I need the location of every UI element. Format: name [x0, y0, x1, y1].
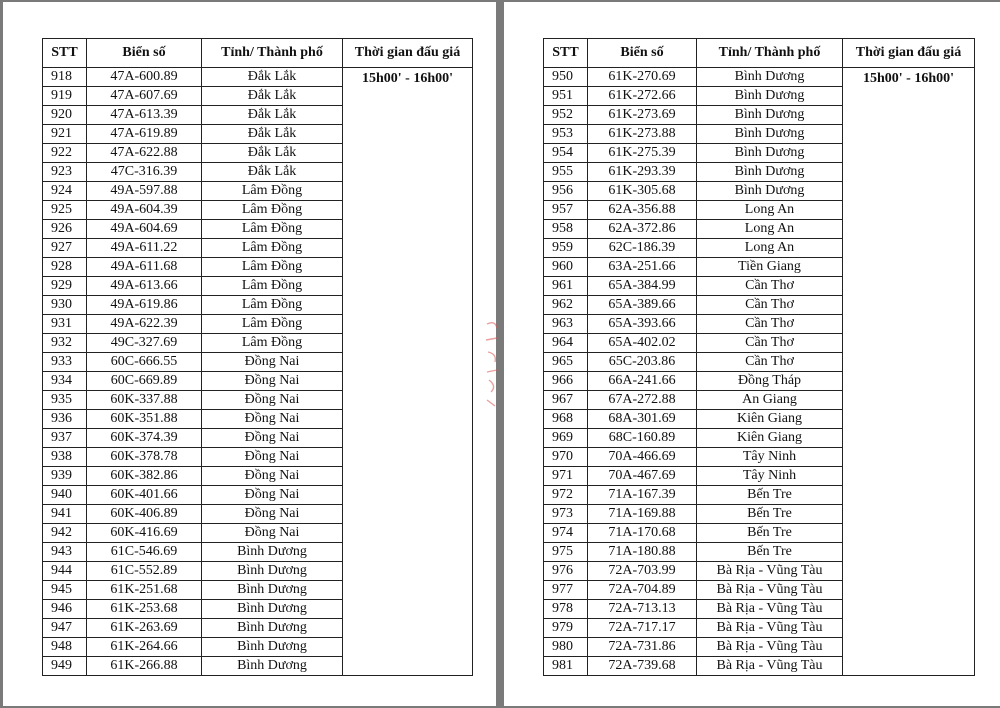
- table-row: [544, 68, 975, 87]
- cell-province: Bình Dương: [202, 543, 343, 562]
- cell-stt: 976: [544, 562, 588, 581]
- cell-province: Bà Rịa - Vũng Tàu: [697, 600, 843, 619]
- cell-province: Bình Dương: [697, 182, 843, 201]
- cell-province: Tây Ninh: [697, 448, 843, 467]
- cell-plate: 49A-613.66: [87, 277, 202, 296]
- cell-plate: 60K-401.66: [87, 486, 202, 505]
- cell-plate: 72A-703.99: [588, 562, 697, 581]
- cell-plate: 49A-597.88: [87, 182, 202, 201]
- cell-stt: 938: [43, 448, 87, 467]
- cell-plate: 61K-251.68: [87, 581, 202, 600]
- header-time: Thời gian đấu giá: [343, 39, 473, 68]
- cell-plate: 61C-552.89: [87, 562, 202, 581]
- table-header-row: [544, 39, 975, 68]
- cell-province: Bình Dương: [697, 163, 843, 182]
- cell-province: Bình Dương: [697, 106, 843, 125]
- cell-stt: 940: [43, 486, 87, 505]
- cell-plate: 61K-275.39: [588, 144, 697, 163]
- cell-plate: 47A-613.39: [87, 106, 202, 125]
- cell-province: Lâm Đồng: [202, 258, 343, 277]
- cell-province: Bà Rịa - Vũng Tàu: [697, 657, 843, 676]
- document-page-left: [3, 2, 496, 706]
- cell-stt: 919: [43, 87, 87, 106]
- cell-plate: 61K-263.69: [87, 619, 202, 638]
- cell-stt: 973: [544, 505, 588, 524]
- cell-plate: 60K-351.88: [87, 410, 202, 429]
- header-plate: Biển số: [87, 39, 202, 68]
- table-body-right: [544, 68, 975, 676]
- table-header-row: [43, 39, 473, 68]
- cell-stt: 933: [43, 353, 87, 372]
- cell-province: Bến Tre: [697, 505, 843, 524]
- cell-stt: 941: [43, 505, 87, 524]
- cell-province: Bình Dương: [697, 144, 843, 163]
- cell-province: Đồng Nai: [202, 410, 343, 429]
- cell-province: Lâm Đồng: [202, 201, 343, 220]
- cell-province: Bà Rịa - Vũng Tàu: [697, 619, 843, 638]
- cell-province: Lâm Đồng: [202, 182, 343, 201]
- cell-stt: 926: [43, 220, 87, 239]
- cell-stt: 966: [544, 372, 588, 391]
- cell-plate: 49A-611.68: [87, 258, 202, 277]
- cell-province: Đồng Nai: [202, 467, 343, 486]
- cell-plate: 47A-619.89: [87, 125, 202, 144]
- header-plate: Biển số: [588, 39, 697, 68]
- cell-province: Bà Rịa - Vũng Tàu: [697, 581, 843, 600]
- cell-plate: 61K-253.68: [87, 600, 202, 619]
- cell-plate: 49A-611.22: [87, 239, 202, 258]
- cell-province: Bình Dương: [697, 87, 843, 106]
- cell-stt: 975: [544, 543, 588, 562]
- table-body-left: [43, 68, 473, 676]
- cell-plate: 65A-384.99: [588, 277, 697, 296]
- table-row: [43, 68, 473, 87]
- cell-plate: 65A-389.66: [588, 296, 697, 315]
- cell-province: Bình Dương: [202, 581, 343, 600]
- cell-stt: 977: [544, 581, 588, 600]
- cell-stt: 928: [43, 258, 87, 277]
- cell-stt: 956: [544, 182, 588, 201]
- cell-stt: 930: [43, 296, 87, 315]
- cell-plate: 47A-600.89: [87, 68, 202, 87]
- cell-province: Lâm Đồng: [202, 277, 343, 296]
- cell-plate: 47A-622.88: [87, 144, 202, 163]
- cell-plate: 49A-604.69: [87, 220, 202, 239]
- cell-plate: 71A-180.88: [588, 543, 697, 562]
- cell-province: Đắk Lắk: [202, 144, 343, 163]
- header-stt: STT: [544, 39, 588, 68]
- cell-stt: 939: [43, 467, 87, 486]
- cell-plate: 67A-272.88: [588, 391, 697, 410]
- cell-plate: 65C-203.86: [588, 353, 697, 372]
- cell-stt: 950: [544, 68, 588, 87]
- cell-province: Lâm Đồng: [202, 239, 343, 258]
- cell-province: Bình Dương: [202, 638, 343, 657]
- cell-stt: 970: [544, 448, 588, 467]
- cell-plate: 71A-167.39: [588, 486, 697, 505]
- cell-plate: 72A-717.17: [588, 619, 697, 638]
- cell-stt: 971: [544, 467, 588, 486]
- cell-province: Bà Rịa - Vũng Tàu: [697, 638, 843, 657]
- cell-stt: 923: [43, 163, 87, 182]
- cell-stt: 968: [544, 410, 588, 429]
- cell-plate: 66A-241.66: [588, 372, 697, 391]
- cell-stt: 962: [544, 296, 588, 315]
- cell-stt: 944: [43, 562, 87, 581]
- cell-stt: 951: [544, 87, 588, 106]
- cell-stt: 932: [43, 334, 87, 353]
- cell-stt: 918: [43, 68, 87, 87]
- cell-province: Đồng Nai: [202, 524, 343, 543]
- cell-province: Đắk Lắk: [202, 68, 343, 87]
- cell-province: Cần Thơ: [697, 315, 843, 334]
- cell-stt: 974: [544, 524, 588, 543]
- cell-plate: 49A-604.39: [87, 201, 202, 220]
- cell-province: Long An: [697, 220, 843, 239]
- cell-province: Cần Thơ: [697, 296, 843, 315]
- cell-plate: 60K-406.89: [87, 505, 202, 524]
- cell-plate: 61C-546.69: [87, 543, 202, 562]
- cell-stt: 981: [544, 657, 588, 676]
- cell-province: Đồng Nai: [202, 448, 343, 467]
- cell-stt: 965: [544, 353, 588, 372]
- cell-province: Kiên Giang: [697, 410, 843, 429]
- cell-province: Đắk Lắk: [202, 87, 343, 106]
- cell-province: Bến Tre: [697, 524, 843, 543]
- cell-plate: 49C-327.69: [87, 334, 202, 353]
- cell-plate: 65A-393.66: [588, 315, 697, 334]
- cell-stt: 954: [544, 144, 588, 163]
- cell-province: Bình Dương: [202, 619, 343, 638]
- cell-stt: 980: [544, 638, 588, 657]
- cell-auction-time: 15h00' - 16h00': [343, 68, 473, 676]
- cell-stt: 921: [43, 125, 87, 144]
- cell-province: Đồng Tháp: [697, 372, 843, 391]
- cell-plate: 60K-382.86: [87, 467, 202, 486]
- cell-plate: 63A-251.66: [588, 258, 697, 277]
- cell-stt: 920: [43, 106, 87, 125]
- cell-plate: 60K-374.39: [87, 429, 202, 448]
- cell-province: Bình Dương: [202, 600, 343, 619]
- cell-province: Long An: [697, 201, 843, 220]
- cell-stt: 937: [43, 429, 87, 448]
- header-province: Tỉnh/ Thành phố: [202, 39, 343, 68]
- cell-province: An Giang: [697, 391, 843, 410]
- cell-stt: 960: [544, 258, 588, 277]
- cell-province: Cần Thơ: [697, 334, 843, 353]
- cell-stt: 978: [544, 600, 588, 619]
- cell-plate: 61K-264.66: [87, 638, 202, 657]
- cell-stt: 955: [544, 163, 588, 182]
- cell-plate: 49A-622.39: [87, 315, 202, 334]
- cell-province: Kiên Giang: [697, 429, 843, 448]
- auction-table-right: [543, 38, 975, 676]
- cell-stt: 964: [544, 334, 588, 353]
- cell-plate: 61K-293.39: [588, 163, 697, 182]
- cell-plate: 47C-316.39: [87, 163, 202, 182]
- cell-stt: 934: [43, 372, 87, 391]
- cell-stt: 958: [544, 220, 588, 239]
- cell-province: Đồng Nai: [202, 429, 343, 448]
- header-stt: STT: [43, 39, 87, 68]
- cell-plate: 49A-619.86: [87, 296, 202, 315]
- red-seal-stamp: [485, 320, 499, 412]
- cell-plate: 47A-607.69: [87, 87, 202, 106]
- cell-plate: 60K-337.88: [87, 391, 202, 410]
- cell-province: Cần Thơ: [697, 277, 843, 296]
- cell-province: Đồng Nai: [202, 372, 343, 391]
- cell-stt: 972: [544, 486, 588, 505]
- cell-plate: 68A-301.69: [588, 410, 697, 429]
- cell-plate: 62A-372.86: [588, 220, 697, 239]
- cell-province: Bình Dương: [697, 125, 843, 144]
- cell-stt: 927: [43, 239, 87, 258]
- cell-province: Bến Tre: [697, 543, 843, 562]
- cell-stt: 961: [544, 277, 588, 296]
- cell-province: Bình Dương: [202, 657, 343, 676]
- auction-table-left: [42, 38, 473, 676]
- cell-province: Bà Rịa - Vũng Tàu: [697, 562, 843, 581]
- cell-province: Lâm Đồng: [202, 315, 343, 334]
- cell-stt: 953: [544, 125, 588, 144]
- cell-province: Đồng Nai: [202, 486, 343, 505]
- cell-province: Đắk Lắk: [202, 163, 343, 182]
- cell-stt: 963: [544, 315, 588, 334]
- cell-stt: 952: [544, 106, 588, 125]
- cell-stt: 924: [43, 182, 87, 201]
- cell-plate: 72A-739.68: [588, 657, 697, 676]
- cell-stt: 979: [544, 619, 588, 638]
- cell-stt: 931: [43, 315, 87, 334]
- cell-stt: 947: [43, 619, 87, 638]
- cell-stt: 967: [544, 391, 588, 410]
- cell-stt: 945: [43, 581, 87, 600]
- cell-plate: 61K-266.88: [87, 657, 202, 676]
- cell-plate: 72A-713.13: [588, 600, 697, 619]
- cell-plate: 60K-378.78: [87, 448, 202, 467]
- cell-stt: 922: [43, 144, 87, 163]
- cell-plate: 60K-416.69: [87, 524, 202, 543]
- cell-province: Đồng Nai: [202, 353, 343, 372]
- cell-plate: 61K-270.69: [588, 68, 697, 87]
- cell-plate: 60C-669.89: [87, 372, 202, 391]
- cell-stt: 942: [43, 524, 87, 543]
- cell-province: Bình Dương: [202, 562, 343, 581]
- cell-plate: 68C-160.89: [588, 429, 697, 448]
- cell-stt: 929: [43, 277, 87, 296]
- cell-province: Lâm Đồng: [202, 334, 343, 353]
- cell-province: Long An: [697, 239, 843, 258]
- cell-plate: 60C-666.55: [87, 353, 202, 372]
- cell-province: Đắk Lắk: [202, 106, 343, 125]
- cell-province: Bình Dương: [697, 68, 843, 87]
- cell-plate: 65A-402.02: [588, 334, 697, 353]
- cell-province: Tây Ninh: [697, 467, 843, 486]
- cell-plate: 71A-170.68: [588, 524, 697, 543]
- cell-province: Bến Tre: [697, 486, 843, 505]
- cell-province: Lâm Đồng: [202, 296, 343, 315]
- cell-stt: 949: [43, 657, 87, 676]
- cell-province: Đồng Nai: [202, 505, 343, 524]
- cell-plate: 70A-467.69: [588, 467, 697, 486]
- cell-plate: 62C-186.39: [588, 239, 697, 258]
- document-page-right: [504, 2, 1000, 706]
- cell-auction-time: 15h00' - 16h00': [843, 68, 975, 676]
- cell-stt: 959: [544, 239, 588, 258]
- cell-plate: 62A-356.88: [588, 201, 697, 220]
- cell-province: Tiền Giang: [697, 258, 843, 277]
- cell-plate: 61K-305.68: [588, 182, 697, 201]
- cell-plate: 61K-272.66: [588, 87, 697, 106]
- cell-province: Đắk Lắk: [202, 125, 343, 144]
- cell-stt: 946: [43, 600, 87, 619]
- header-province: Tỉnh/ Thành phố: [697, 39, 843, 68]
- cell-plate: 61K-273.88: [588, 125, 697, 144]
- cell-stt: 935: [43, 391, 87, 410]
- cell-plate: 61K-273.69: [588, 106, 697, 125]
- cell-stt: 969: [544, 429, 588, 448]
- cell-plate: 72A-704.89: [588, 581, 697, 600]
- cell-stt: 948: [43, 638, 87, 657]
- cell-plate: 70A-466.69: [588, 448, 697, 467]
- cell-stt: 936: [43, 410, 87, 429]
- cell-province: Cần Thơ: [697, 353, 843, 372]
- cell-stt: 925: [43, 201, 87, 220]
- cell-plate: 71A-169.88: [588, 505, 697, 524]
- header-time: Thời gian đấu giá: [843, 39, 975, 68]
- cell-stt: 957: [544, 201, 588, 220]
- cell-stt: 943: [43, 543, 87, 562]
- cell-province: Lâm Đồng: [202, 220, 343, 239]
- seal-mark: [485, 320, 499, 410]
- cell-plate: 72A-731.86: [588, 638, 697, 657]
- cell-province: Đồng Nai: [202, 391, 343, 410]
